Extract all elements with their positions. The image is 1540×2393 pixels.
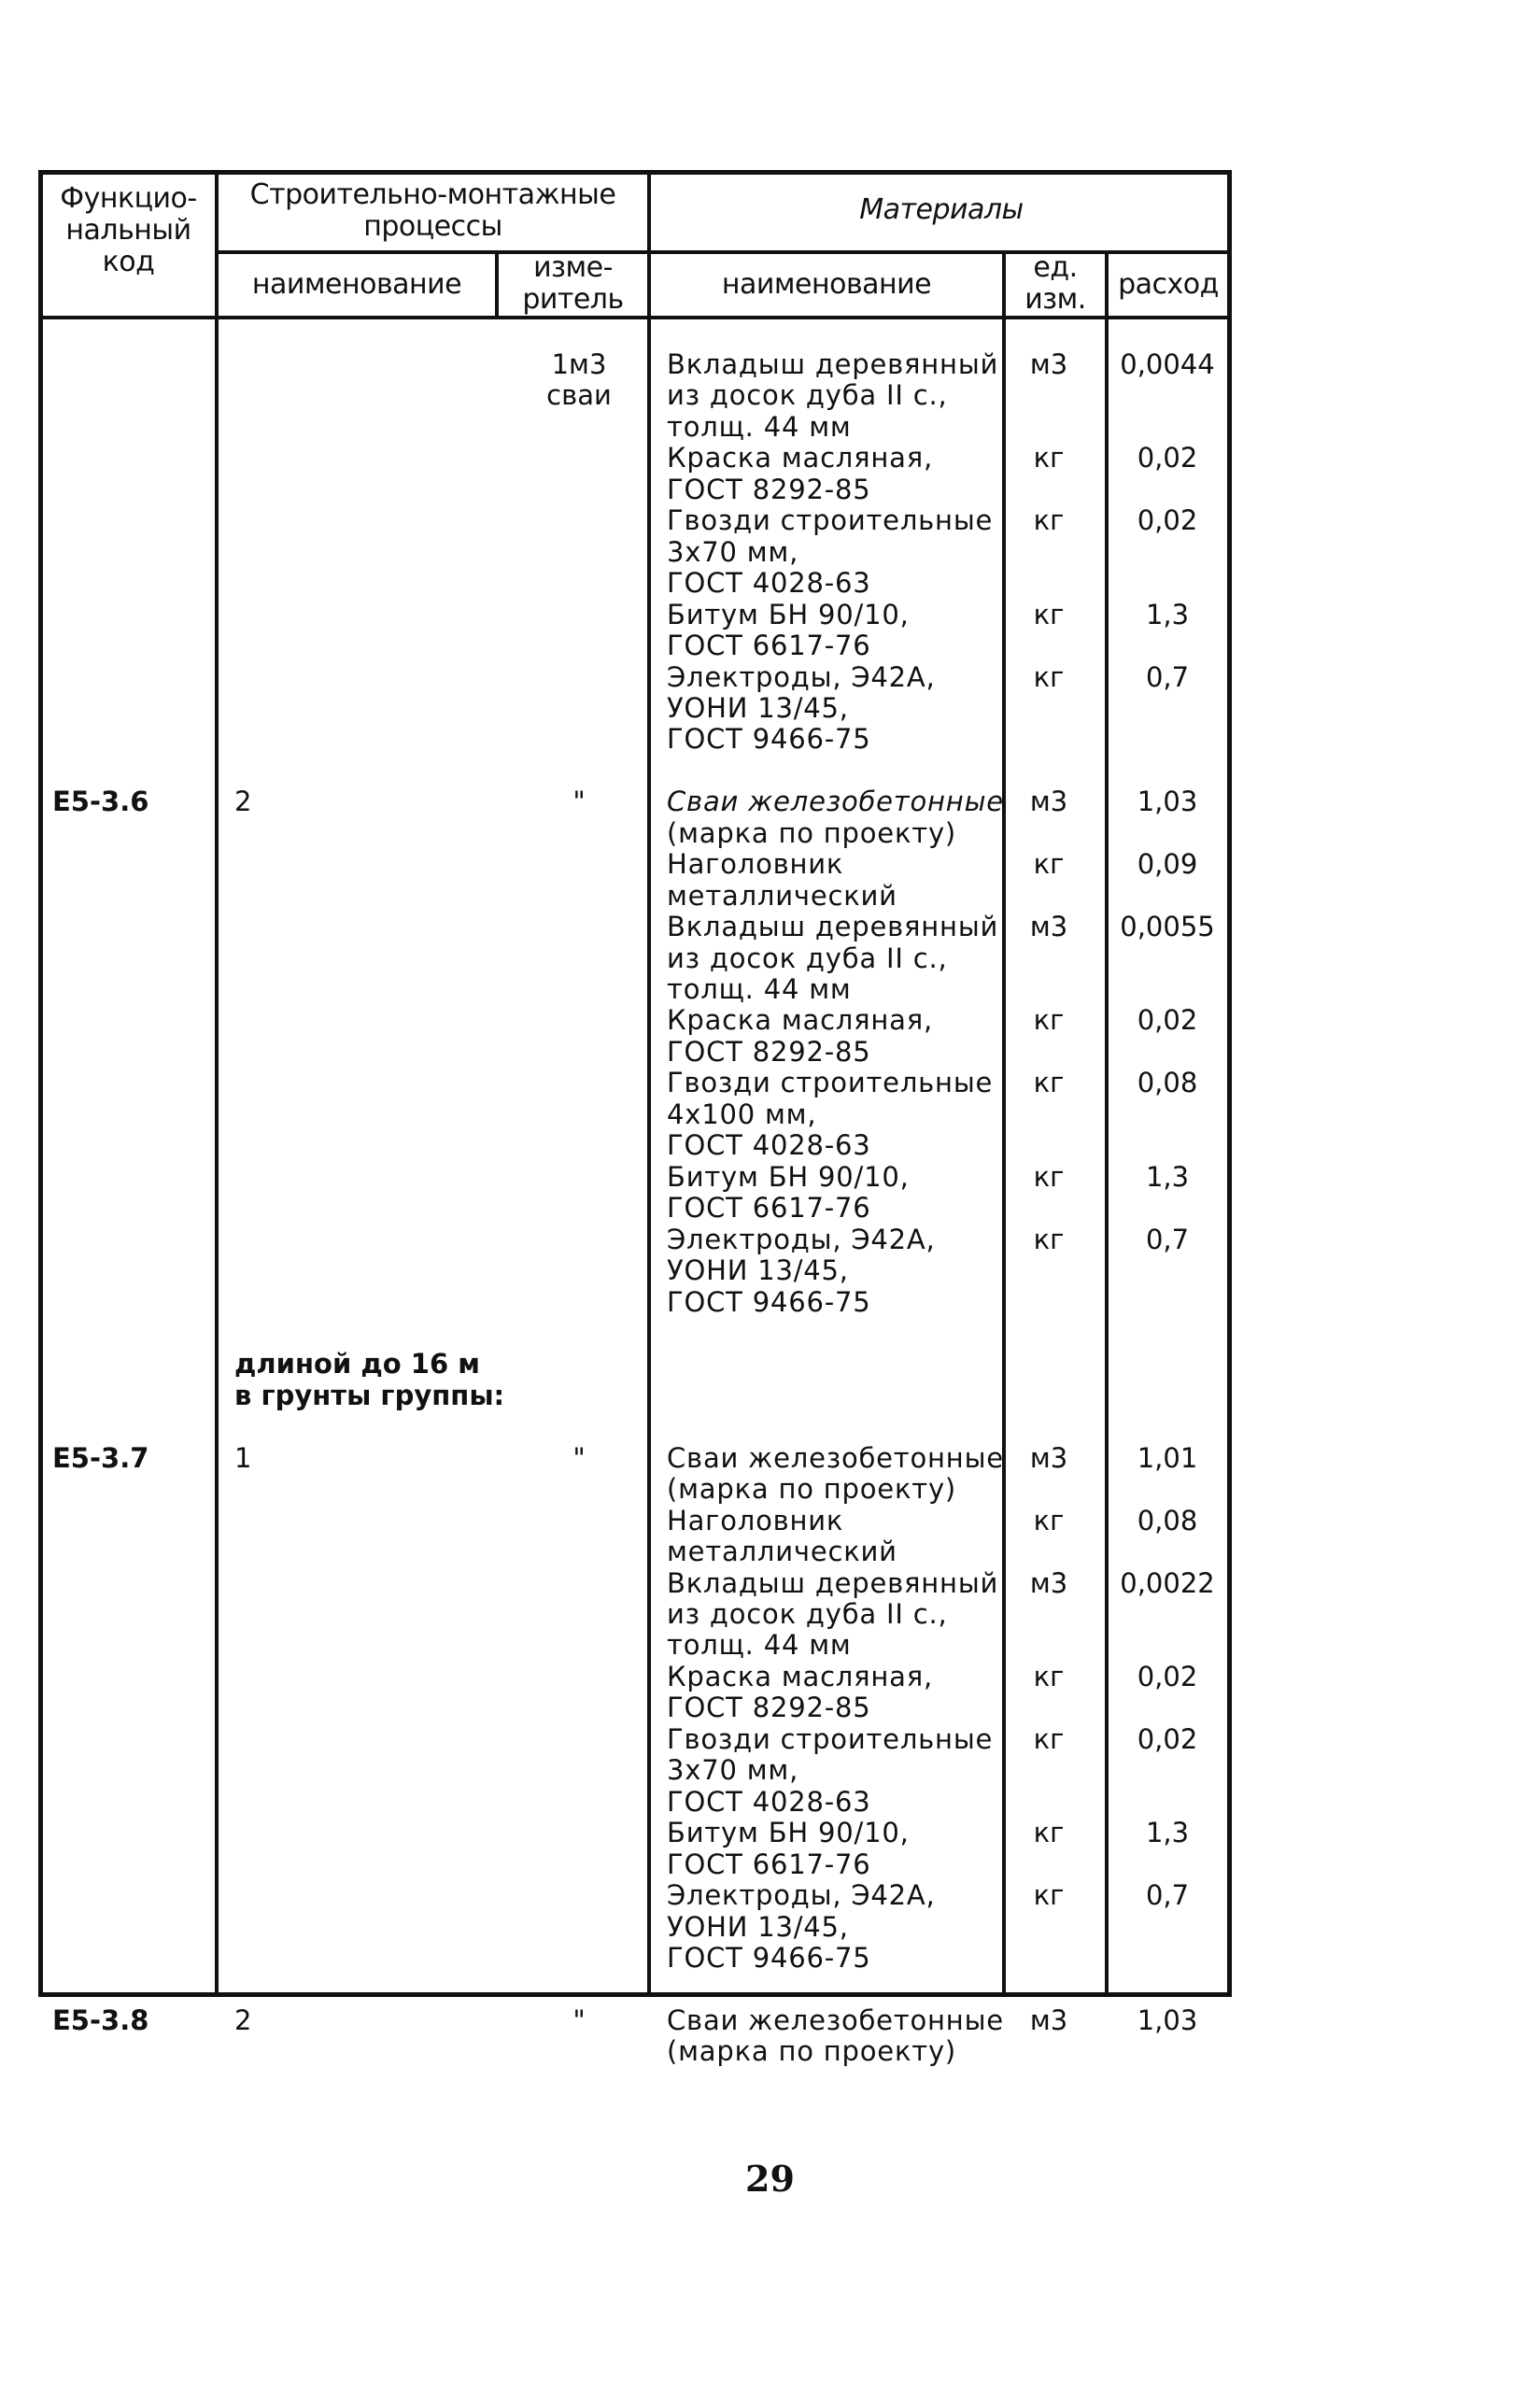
table-row [0, 1567, 1540, 1599]
row-unit: м3 [1029, 2004, 1068, 2036]
row-quantity: 0,7 [1145, 1879, 1190, 1911]
row-unit: кг [1033, 1067, 1065, 1098]
table-row [0, 411, 1540, 443]
row-quantity: 0,7 [1145, 661, 1190, 693]
row-material-name: толщ. 44 мм [667, 1629, 852, 1661]
table-row [0, 2035, 1540, 2067]
row-unit: кг [1033, 1161, 1065, 1193]
row-material-name: толщ. 44 мм [667, 973, 852, 1005]
row-material-name: Электроды, Э42А, [667, 1224, 936, 1255]
row-unit: кг [1033, 1505, 1065, 1536]
row-material-name: Вкладыш деревянный [667, 1567, 999, 1599]
row-material-name: Вкладыш деревянный [667, 348, 999, 380]
table-row [0, 1786, 1540, 1818]
table-row [0, 1004, 1540, 1036]
row-material-name: Электроды, Э42А, [667, 1879, 936, 1911]
table-row [0, 1473, 1540, 1505]
row-measure: сваи [546, 379, 612, 411]
row-quantity: 0,08 [1137, 1505, 1198, 1536]
row-quantity: 0,02 [1137, 1661, 1198, 1692]
row-material-name: Битум БН 90/10, [667, 1161, 910, 1193]
header-material-name: наименование [721, 268, 932, 301]
row-material-name: 3х70 мм, [667, 1754, 799, 1786]
row-material-name: толщ. 44 мм [667, 411, 852, 443]
header-material-unit: ед. изм. [1024, 251, 1086, 316]
row-unit: м3 [1029, 786, 1068, 817]
row-measure: " [572, 786, 586, 817]
row-unit: кг [1033, 1879, 1065, 1911]
row-quantity: 1,01 [1137, 1442, 1198, 1474]
row-quantity: 1,3 [1145, 1161, 1190, 1193]
header-bottom-rule [38, 316, 1232, 319]
row-material-name: (марка по проекту) [667, 1473, 957, 1505]
row-unit: м3 [1029, 911, 1068, 942]
row-material-name: Наголовник [667, 1505, 844, 1536]
row-process-name: 1 [234, 1442, 252, 1474]
page-number: 29 [745, 2158, 795, 2200]
header-material-qty: расход [1118, 268, 1219, 301]
row-material-name: из досок дуба II с., [667, 379, 948, 411]
row-material-name: ГОСТ 6617-76 [667, 1192, 871, 1224]
row-quantity: 1,03 [1137, 786, 1198, 817]
table-row [0, 442, 1540, 474]
table-row [0, 474, 1540, 505]
header-process-measure: изме- ритель [522, 251, 624, 316]
row-quantity: 0,0022 [1120, 1567, 1215, 1599]
row-code: Е5-3.7 [52, 1442, 149, 1474]
row-material-name: из досок дуба II с., [667, 1598, 948, 1630]
table-row [0, 599, 1540, 630]
table-row [0, 1442, 1540, 1474]
row-material-name: 4х100 мм, [667, 1098, 817, 1130]
table-row [0, 1286, 1540, 1318]
table-row [0, 567, 1540, 599]
row-quantity: 1,03 [1137, 2004, 1198, 2036]
table-row [0, 1317, 1540, 1349]
row-material-name: (марка по проекту) [667, 2035, 957, 2067]
row-unit: кг [1033, 1004, 1065, 1036]
row-material-name: ГОСТ 6617-76 [667, 630, 871, 661]
table-row [0, 848, 1540, 880]
row-material-name: Электроды, Э42А, [667, 661, 936, 693]
row-quantity: 1,3 [1145, 1817, 1190, 1848]
row-quantity: 0,7 [1145, 1224, 1190, 1255]
table-row [0, 1879, 1540, 1911]
row-unit: кг [1033, 661, 1065, 693]
row-quantity: 0,02 [1137, 1723, 1198, 1755]
table-row [0, 1380, 1540, 1411]
table-row [0, 1911, 1540, 1943]
table-row [0, 1067, 1540, 1098]
row-quantity: 0,0055 [1120, 911, 1215, 942]
table-row [0, 1973, 1540, 2004]
header-materials: Материалы [859, 193, 1024, 226]
table-row [0, 1505, 1540, 1536]
row-measure: " [572, 2004, 586, 2036]
row-material-name: ГОСТ 4028-63 [667, 1129, 871, 1161]
row-unit: м3 [1029, 1442, 1068, 1474]
row-unit: кг [1033, 599, 1065, 630]
table-row [0, 1161, 1540, 1193]
header-process-name: наименование [251, 268, 462, 301]
table-row [0, 1348, 1540, 1380]
row-material-name: УОНИ 13/45, [667, 1911, 849, 1943]
row-quantity: 0,02 [1137, 504, 1198, 536]
row-unit: кг [1033, 442, 1065, 474]
row-measure: 1м3 [551, 348, 607, 380]
row-unit: м3 [1029, 348, 1068, 380]
table-row [0, 348, 1540, 380]
table-row [0, 1723, 1540, 1755]
row-unit: кг [1033, 504, 1065, 536]
table-row [0, 692, 1540, 724]
table-row [0, 536, 1540, 568]
row-material-name: ГОСТ 4028-63 [667, 567, 871, 599]
table-row [0, 1254, 1540, 1286]
table-row [0, 504, 1540, 536]
row-process-name: 2 [234, 2004, 252, 2036]
row-material-name: Краска масляная, [667, 1004, 933, 1036]
table-row [0, 1224, 1540, 1255]
row-unit: кг [1033, 1723, 1065, 1755]
table-row [0, 723, 1540, 755]
row-quantity: 0,0044 [1120, 348, 1215, 380]
table-row [0, 1598, 1540, 1630]
row-process-name: в грунты группы: [234, 1380, 505, 1411]
row-material-name: (марка по проекту) [667, 817, 957, 849]
row-code: Е5-3.6 [52, 786, 149, 817]
table-row [0, 1192, 1540, 1224]
row-measure: " [572, 1442, 586, 1474]
table-row [0, 1129, 1540, 1161]
table-row [0, 1410, 1540, 1442]
row-quantity: 0,02 [1137, 442, 1198, 474]
table-row [0, 1817, 1540, 1848]
row-material-name: Сваи железобетонные [667, 786, 1004, 817]
row-material-name: Краска масляная, [667, 442, 933, 474]
table-row [0, 630, 1540, 661]
table-row [0, 911, 1540, 942]
row-unit: кг [1033, 848, 1065, 880]
row-material-name: Краска масляная, [667, 1661, 933, 1692]
row-quantity: 0,02 [1137, 1004, 1198, 1036]
table-row [0, 1754, 1540, 1786]
row-material-name: из досок дуба II с., [667, 942, 948, 974]
header-processes: Строительно-монтажные процессы [249, 178, 616, 243]
header-func-code: Функцио- нальный код [60, 182, 197, 278]
row-material-name: Битум БН 90/10, [667, 1817, 910, 1848]
row-unit: м3 [1029, 1567, 1068, 1599]
row-material-name: ГОСТ 9466-75 [667, 1286, 871, 1318]
row-material-name: Гвозди строительные [667, 504, 994, 536]
row-material-name: Вкладыш деревянный [667, 911, 999, 942]
row-material-name: ГОСТ 9466-75 [667, 1942, 871, 1974]
table-row [0, 1692, 1540, 1723]
row-code: Е5-3.8 [52, 2004, 149, 2036]
row-material-name: УОНИ 13/45, [667, 692, 849, 724]
row-material-name: ГОСТ 4028-63 [667, 1786, 871, 1818]
table-row [0, 786, 1540, 817]
table-row [0, 1942, 1540, 1974]
row-material-name: Битум БН 90/10, [667, 599, 910, 630]
row-quantity: 0,09 [1137, 848, 1198, 880]
table-row [0, 1661, 1540, 1692]
table-row [0, 880, 1540, 912]
row-material-name: Гвозди строительные [667, 1723, 994, 1755]
table-row [0, 973, 1540, 1005]
row-material-name: ГОСТ 8292-85 [667, 1692, 871, 1723]
table-row [0, 1036, 1540, 1068]
table-row [0, 1848, 1540, 1880]
row-material-name: 3х70 мм, [667, 536, 799, 568]
table-row [0, 661, 1540, 693]
row-material-name: ГОСТ 9466-75 [667, 723, 871, 755]
row-unit: кг [1033, 1224, 1065, 1255]
row-material-name: ГОСТ 8292-85 [667, 1036, 871, 1068]
row-material-name: металлический [667, 880, 897, 912]
row-material-name: Сваи железобетонные [667, 2004, 1004, 2036]
table-row [0, 755, 1540, 786]
row-process-name: 2 [234, 786, 252, 817]
row-unit: кг [1033, 1661, 1065, 1692]
row-material-name: ГОСТ 6617-76 [667, 1848, 871, 1880]
table-row [0, 379, 1540, 411]
table-row [0, 1629, 1540, 1661]
table-row [0, 1098, 1540, 1130]
row-material-name: ГОСТ 8292-85 [667, 474, 871, 505]
table-row [0, 942, 1540, 974]
table-row [0, 2004, 1540, 2036]
row-process-name: длиной до 16 м [234, 1348, 480, 1380]
row-material-name: Сваи железобетонные [667, 1442, 1004, 1474]
row-quantity: 1,3 [1145, 599, 1190, 630]
row-quantity: 0,08 [1137, 1067, 1198, 1098]
row-material-name: Наголовник [667, 848, 844, 880]
table-row [0, 817, 1540, 849]
table-row [0, 1536, 1540, 1567]
row-unit: кг [1033, 1817, 1065, 1848]
row-material-name: металлический [667, 1536, 897, 1567]
row-material-name: УОНИ 13/45, [667, 1254, 849, 1286]
row-material-name: Гвозди строительные [667, 1067, 994, 1098]
